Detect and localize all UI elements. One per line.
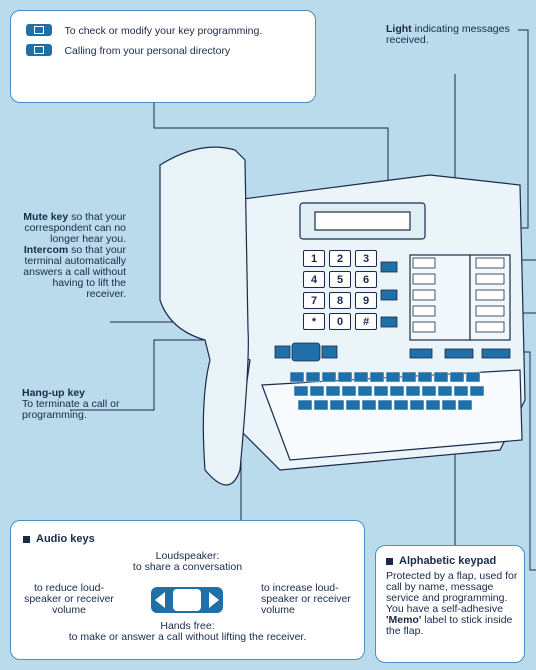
top-info-box <box>10 10 316 103</box>
audio-keys-box <box>10 520 365 660</box>
audio-title: Audio keys <box>36 533 95 545</box>
intercom-title: Intercom <box>23 244 69 256</box>
light-title: Light <box>386 23 412 35</box>
light-text: indicating messages received. <box>386 23 510 46</box>
hands-free-title: Hands free: <box>160 620 215 632</box>
numeric-keypad <box>303 250 375 330</box>
volume-down-icon <box>155 592 165 608</box>
keypad-key: 5 <box>329 271 351 288</box>
keypad-key: * <box>303 313 325 330</box>
mute-caption <box>22 212 126 300</box>
top-item-1-text: To check or modify your key programming. <box>64 25 263 37</box>
alpha-desc: Protected by a flap, used for call by name, message service and programming. You have a self-adhesive <box>386 570 518 615</box>
mute-title: Mute key <box>23 211 69 223</box>
hangup-caption <box>22 388 132 421</box>
handset <box>160 147 248 485</box>
mute-text: so that your correspondent can no longer hear you. <box>24 211 126 245</box>
increase-volume-caption: to increase loud-speaker or receiver volume <box>261 582 351 616</box>
key-programming-icon <box>26 24 52 36</box>
keypad-key: 9 <box>355 292 377 309</box>
loudspeaker-text: to share a conversation <box>132 561 243 573</box>
speaker-icon <box>173 589 201 611</box>
volume-up-icon <box>209 592 219 608</box>
alphabetic-keypad-box <box>375 545 525 663</box>
keypad-key: 6 <box>355 271 377 288</box>
reduce-volume-caption: to reduce loud-speaker or receiver volume <box>24 582 114 616</box>
keypad-key: 2 <box>329 250 351 267</box>
alpha-text <box>386 571 521 637</box>
alpha-desc-2: label to stick inside the flap. <box>386 614 513 637</box>
personal-directory-icon <box>26 44 52 56</box>
loudspeaker-caption <box>11 551 364 573</box>
intercom-text: so that your terminal automatically answers a call without having to lift the receiver. <box>23 244 126 300</box>
alpha-title-row <box>386 556 496 567</box>
keypad-key: 3 <box>355 250 377 267</box>
light-caption <box>386 24 516 46</box>
hands-free-caption <box>11 621 364 643</box>
keypad-key: # <box>355 313 377 330</box>
keypad-key: 1 <box>303 250 325 267</box>
keypad-key: 7 <box>303 292 325 309</box>
keypad-key: 8 <box>329 292 351 309</box>
hands-free-text: to make or answer a call without lifting the receiver. <box>68 631 307 643</box>
alpha-title: Alphabetic keypad <box>399 555 497 567</box>
hangup-text: To terminate a call or programming. <box>22 398 120 421</box>
memo-label: 'Memo' <box>386 614 422 626</box>
audio-title-row <box>23 534 95 545</box>
keypad-key: 0 <box>329 313 351 330</box>
hangup-title: Hang-up key <box>22 387 86 399</box>
top-item-2-text: Calling from your personal directory <box>64 45 231 57</box>
loudspeaker-title: Loudspeaker: <box>155 550 220 562</box>
top-item-2 <box>26 41 230 59</box>
keypad-key: 4 <box>303 271 325 288</box>
top-item-1 <box>26 21 262 39</box>
audio-keys-icon <box>151 587 223 613</box>
